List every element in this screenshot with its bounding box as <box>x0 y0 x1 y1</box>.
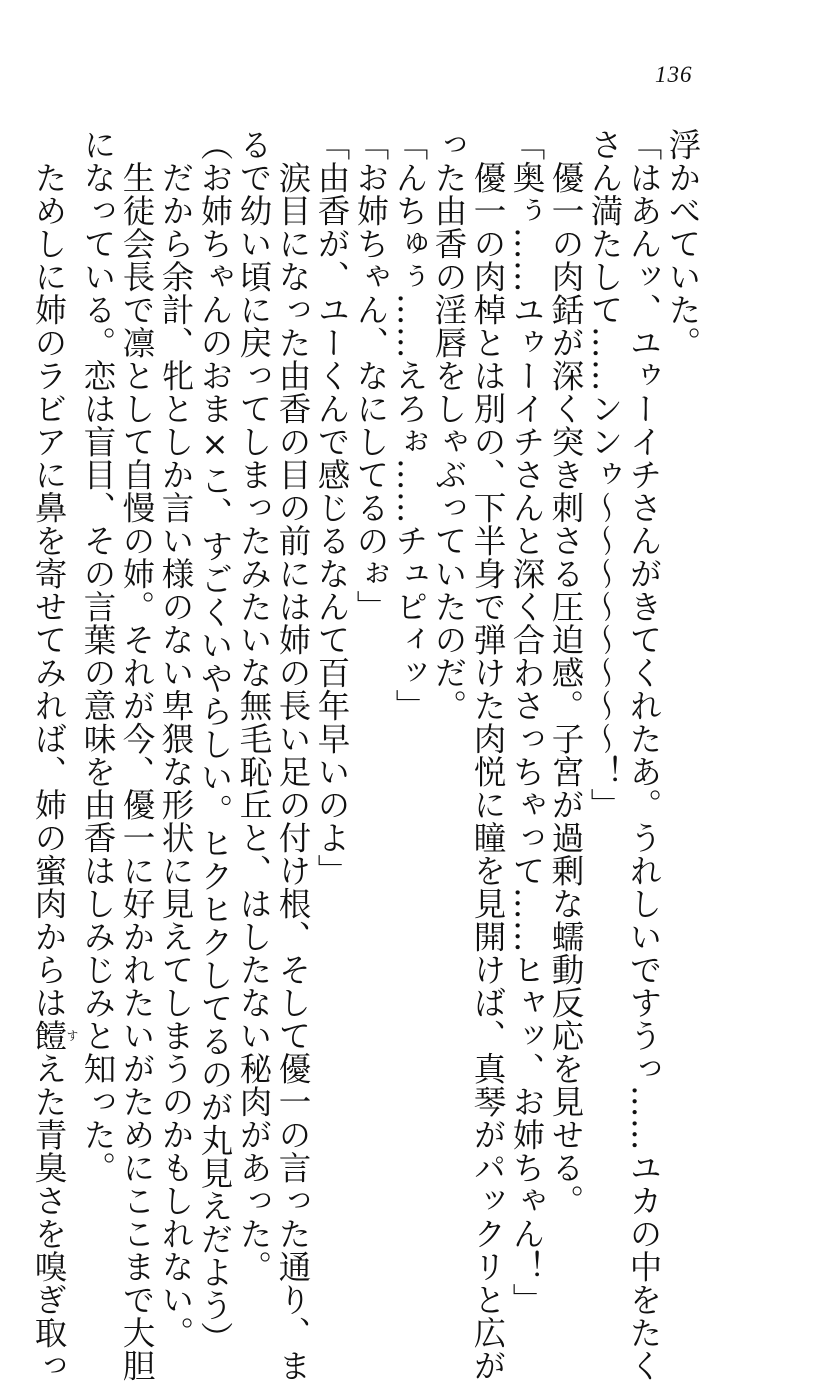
text-line-17: ためしに姉のラビアに鼻を寄せてみれば、姉の蜜肉からは饐すえた青臭さを嗅ぎ取っ <box>30 128 79 1382</box>
ruby-reading: す <box>65 1019 79 1052</box>
text-line-9: 「お姉ちゃん、なにしてるのぉ」 <box>352 128 390 623</box>
text-line-2: 「はあんッ、ユゥーイチさんがきてくれたあ。うれしいですうっ……ユカの中をたく <box>625 128 663 1382</box>
text-line-4: 優一の肉銛が深く突き刺さる圧迫感。子宮が過剰な蠕動反応を見せる。 <box>547 128 585 1217</box>
body-text <box>30 128 702 1382</box>
text-line-14: だから余計、牝としか言い様のない卑猥な形状に見えてしまうのかもしれない。 <box>157 128 195 1349</box>
text-line-12: るで幼い頃に戻ってしまったみたいな無毛恥丘と、はしたない秘肉があった。 <box>235 128 273 1283</box>
text-line-16: になっている。恋は盲目、その言葉の意味を由香はしみじみと知った。 <box>79 128 117 1184</box>
text-line-10: 「由香が、ユーくんで感じるなんて百年早いのよ」 <box>313 128 351 887</box>
text-line-3: さん満たして……ンンゥ～～～～～～～～！」 <box>586 128 624 821</box>
text-line-15: 生徒会長で凛として自慢の姉。それが今、優一に好かれたいがためにここまで大胆 <box>118 128 156 1382</box>
text-line-7: った由香の淫唇をしゃぶっていたのだ。 <box>430 128 468 722</box>
text-line-11: 涙目になった由香の目の前には姉の長い足の付け根、そして優一の言った通り、ま <box>274 128 312 1382</box>
page-number: 136 <box>655 62 693 87</box>
text-line-8: 「んちゅぅ……えろぉ……チュピィッ」 <box>391 128 429 722</box>
text-line-13: （お姉ちゃんのおま×こ、すごくいやらしい。ヒクヒクしてるのが丸見えだよう） <box>196 128 234 1355</box>
text-line-6: 優一の肉棹とは別の、下半身で弾けた肉悦に瞳を見開けば、真琴がパックリと広が <box>469 128 507 1382</box>
text-line-1: 浮かべていた。 <box>664 128 702 359</box>
text-line-5: 「奥ぅ……ユゥーイチさんと深く合わさっちゃって……ヒャッ、お姉ちゃん！」 <box>508 128 546 1316</box>
ruby-annotation: 饐す <box>30 1019 79 1052</box>
